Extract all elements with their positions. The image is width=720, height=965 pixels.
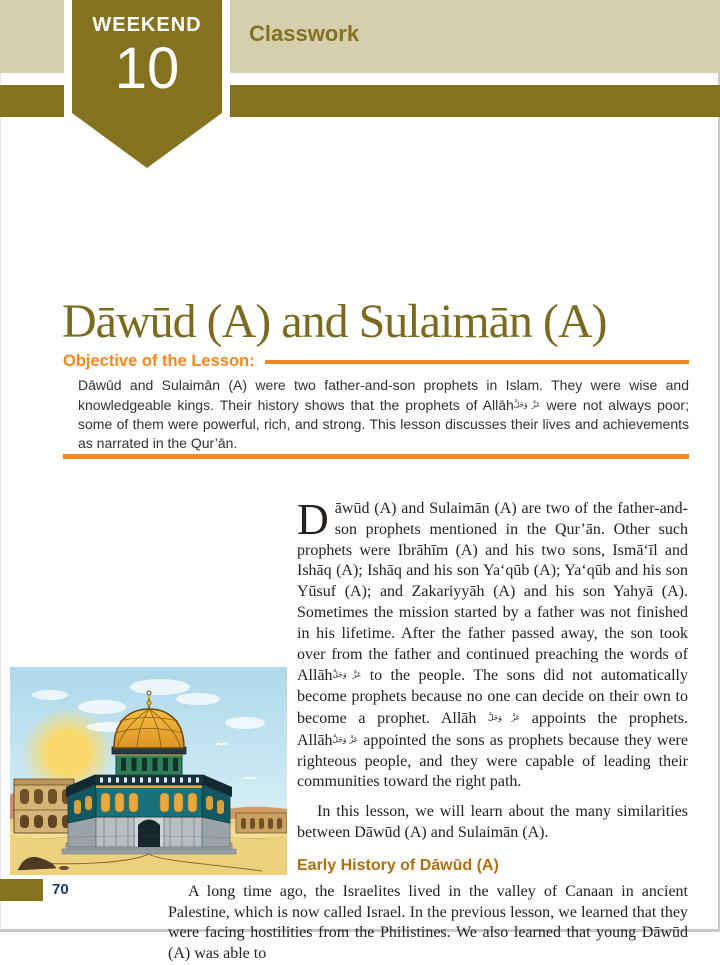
objective-text: Dāwūd and Sulaimān (A) were two father-and-son prophets in Islam. They were wise and knowledgeable kings. Their history shows that the prophets of Allāh$^{عَزَّ وَجَلَّ}$ were not always poor; some of them were powerful, rich, and strong. This lesson discusses their lives and achievements as narrated in the Qur’ān.	[78, 377, 689, 451]
ribbon-weekend-label: WEEKEND	[92, 14, 202, 36]
allah-honorific-icon: عَزَّ وَجَلَّ	[513, 400, 541, 409]
classwork-label: Classwork	[249, 21, 360, 46]
lesson-body	[168, 495, 688, 965]
allah-honorific-icon: عَزَّ وَجَلَّ	[488, 712, 521, 722]
sun-icon	[46, 731, 90, 775]
footer-olive-block	[0, 879, 43, 901]
drop-cap: D	[297, 495, 329, 544]
page-number: 70	[52, 881, 69, 898]
ribbon-lesson-number: 10	[114, 36, 180, 101]
dome-of-the-rock-drawing	[10, 667, 287, 875]
objective-top-rule	[265, 360, 689, 364]
paragraph-2: In this lesson, we will learn about the many similarities between Dāwūd (A) and Sulaimān (A).	[297, 803, 688, 841]
weekend-ribbon	[64, 0, 230, 178]
paragraph-1-text: āwūd (A) and Sulaimān (A) are two of the father-and-son prophets mentioned in the Qur’ān. Other such prophets were Ibrāhīm (A) and his two sons, Ismā‘īl and Ishāq (A); Ishāq and his son Ya‘qūb (A); Ya‘qūb and his son Yūsuf (A); and Zakariyyāh (A) and his son Yahyā (A). Sometimes the mission started by a father was not finished in his lifetime. After the father passed away, the son took over from the father and continued preaching the words of Allāhعَزَّ وَجَلَّ to the people. The sons did not automatically become prophets because no one can decide on their own to become a prophet. Allāh عَزَّ وَجَلَّ appoints the prophets. Allāhعَزَّ وَجَلَّ appointed the sons as prophets because they were righteous people, and they were capable of leading their communities toward the right path.	[297, 500, 688, 791]
objective-heading: Objective of the Lesson:	[63, 352, 255, 370]
allah-honorific-icon: عَزَّ وَجَلَّ	[332, 670, 362, 680]
objective-bottom-rule	[63, 454, 689, 459]
allah-honorific-icon: عَزَّ وَجَلَّ	[332, 734, 359, 744]
section-heading-early-history: Early History of Dāwūd (A)	[297, 856, 499, 874]
arcade-wall	[236, 813, 287, 833]
paragraph-3: A long time ago, the Israelites lived in the valley of Canaan in ancient Palestine, which is now called Israel. In the previous lesson, we learned that they were facing hostilities from the Philistines. We also learned that young Dāwūd (A) was able to	[168, 882, 688, 963]
pebble	[59, 866, 69, 870]
objective-box	[63, 352, 689, 453]
dome-of-the-rock-illustration	[10, 667, 287, 875]
side-building	[14, 779, 74, 833]
page-title: Dāwūd (A) and Sulaimān (A)	[62, 295, 607, 349]
